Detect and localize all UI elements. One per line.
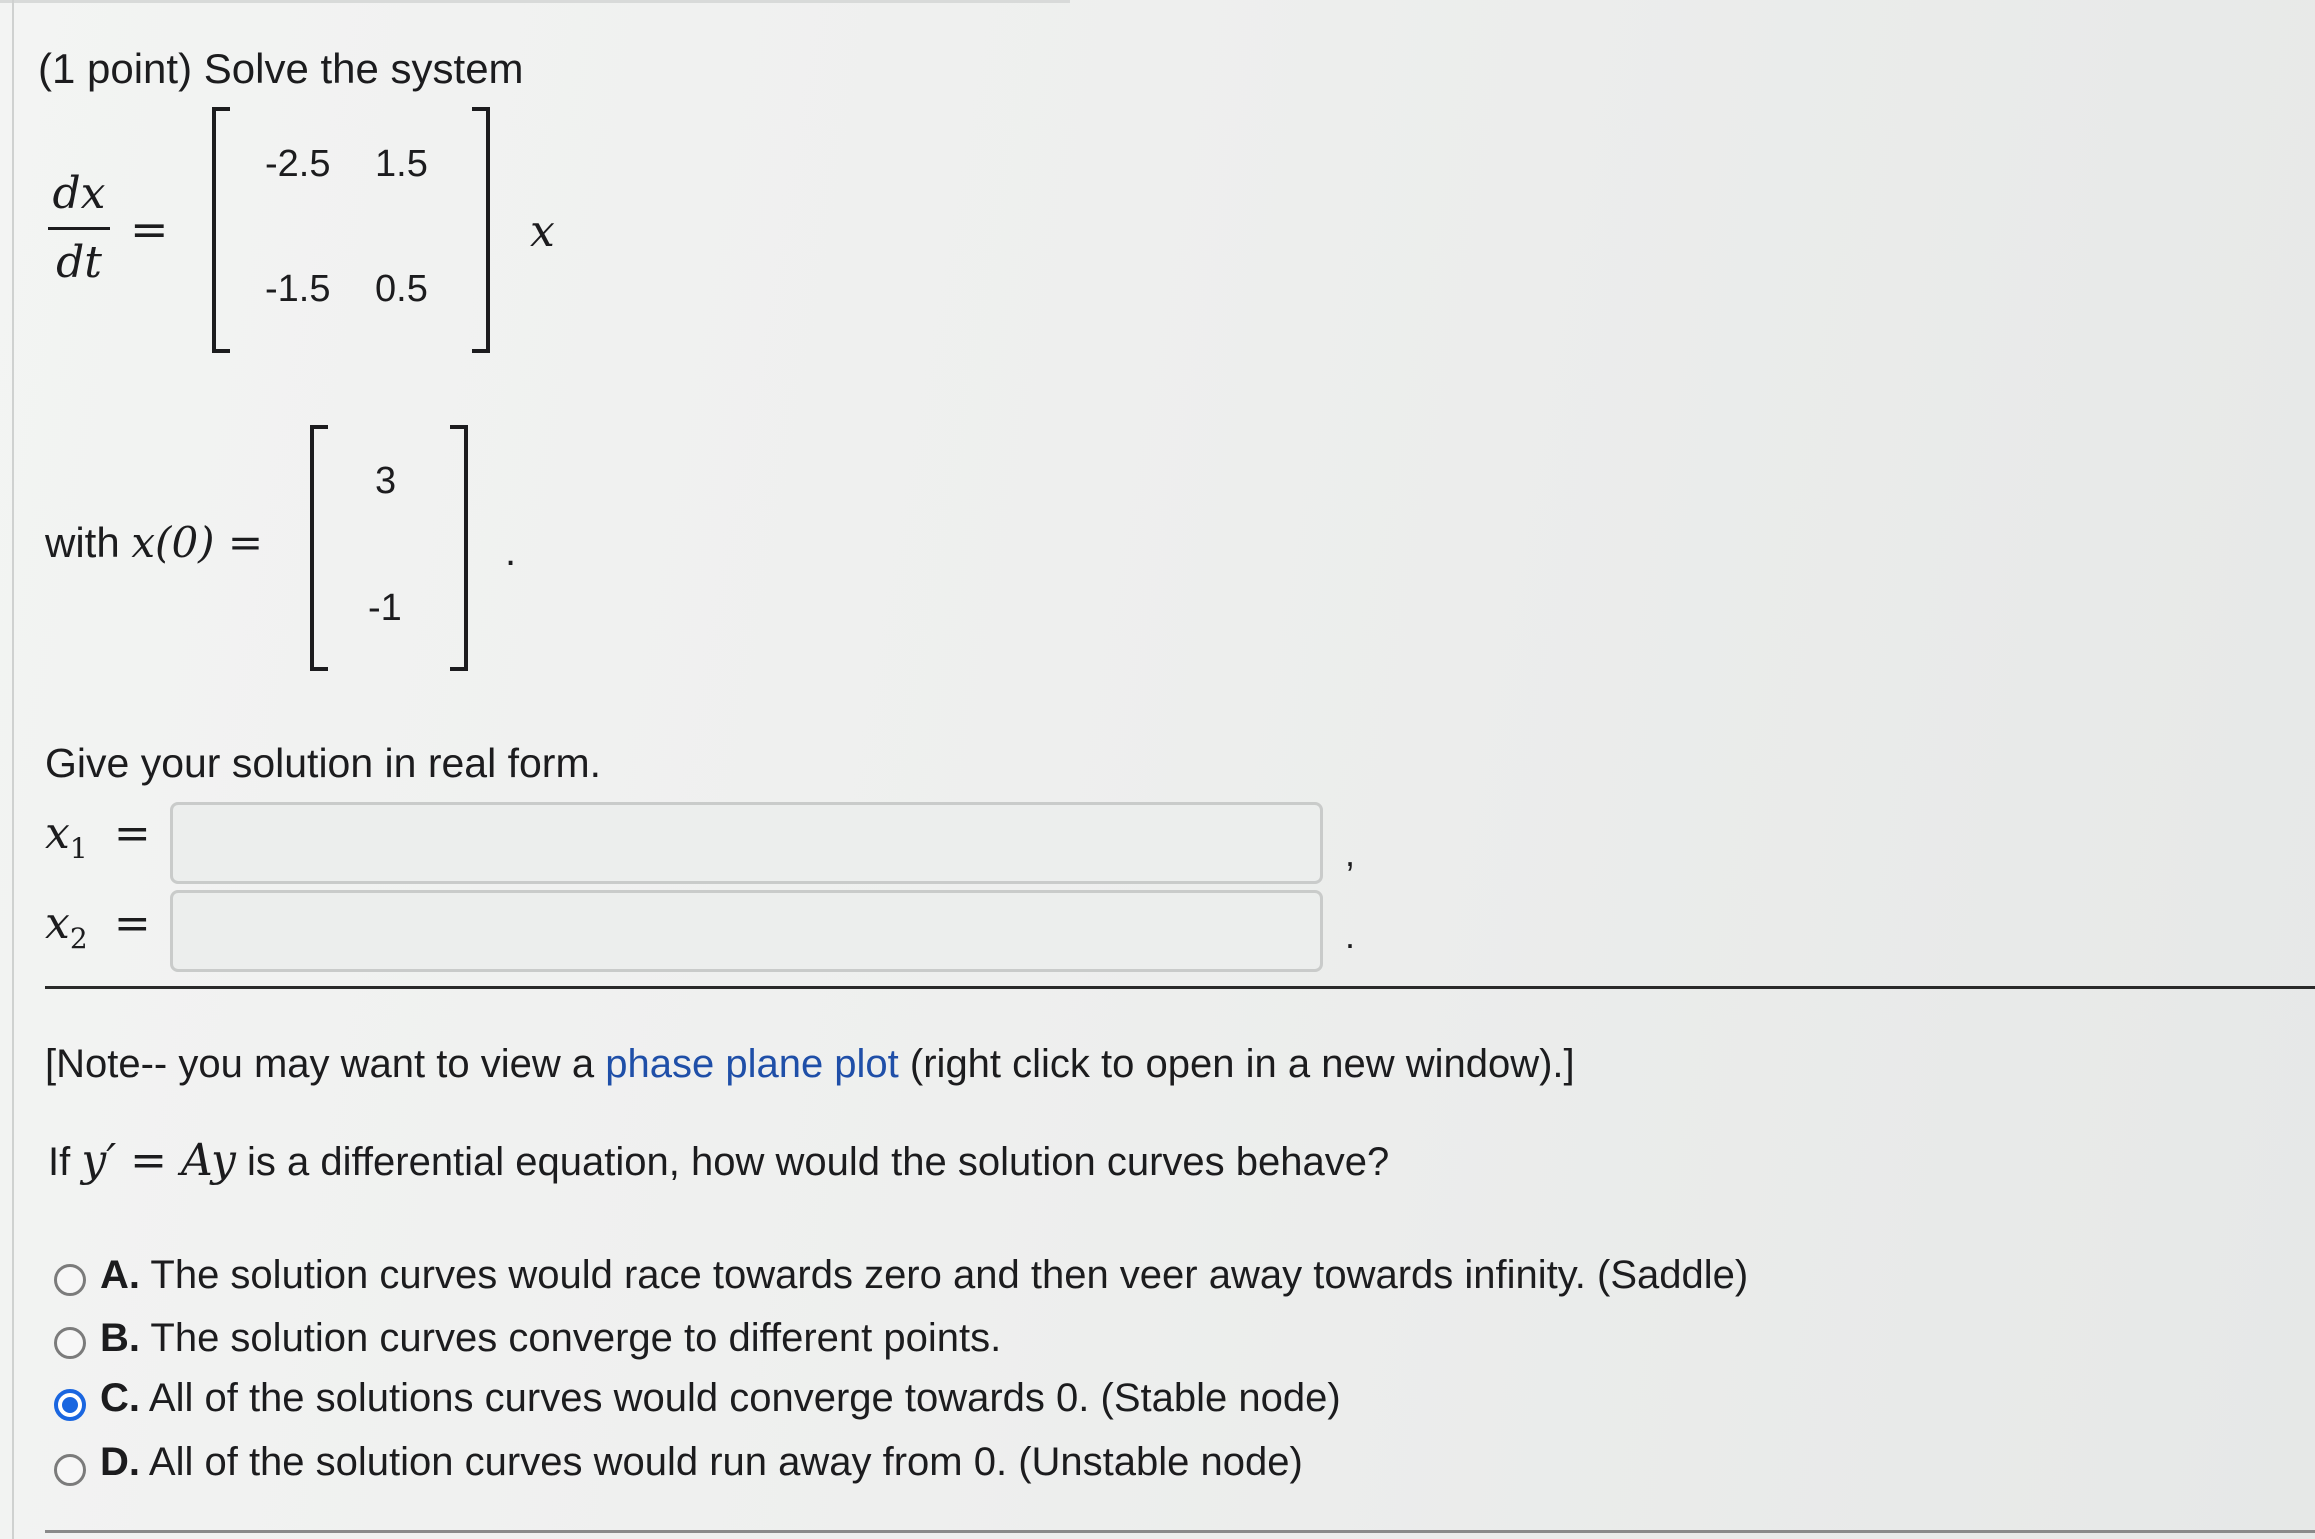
note-prefix: [Note-- you may want to view a [45,1042,606,1086]
top-edge-rule [0,0,1070,3]
option-d-text: All of the solution curves would run away from 0. (Unstable node) [148,1440,1303,1484]
option-a-letter: A. [100,1253,140,1297]
vector-cell-1: 3 [375,460,397,502]
option-a-text: The solution curves would race towards zero and then veer away towards infinity. (Saddle) [150,1253,1749,1297]
equals-sign: = [130,202,169,256]
initial-label-text: with [45,519,120,566]
matrix-left-bracket [212,107,230,353]
note-text [45,1042,1575,1087]
question-prefix: If [48,1140,82,1184]
vector-right-bracket [450,425,468,671]
question-text [48,1135,1389,1186]
answer-label-x1-var: x [45,808,70,859]
bottom-divider [45,1530,2315,1533]
option-d[interactable] [100,1440,1303,1485]
left-edge-rule [12,0,14,1539]
question-suffix: is a differential equation, how would the solution curves behave? [235,1140,1390,1184]
option-c-text: All of the solutions curves would converge towards 0. (Stable node) [148,1376,1341,1420]
option-b[interactable] [100,1316,1001,1361]
matrix-multiplier-var: x [530,206,555,257]
initial-label-math: x(0) = [131,518,264,567]
option-b-text: The solution curves converge to different points. [150,1316,1002,1360]
vector-cell-2: -1 [368,587,402,629]
matrix-cell-r1c2: 1.5 [375,143,428,185]
option-d-letter: D. [100,1440,140,1484]
fraction-bar [48,227,110,230]
option-c[interactable] [100,1376,1341,1421]
answer-input-x2[interactable] [170,890,1323,972]
answer-label-x2-eq: = [113,898,151,949]
matrix-right-bracket [472,107,490,353]
answer-label-x1 [45,808,151,865]
option-b-radio[interactable] [54,1327,86,1359]
initial-condition-label [45,518,263,567]
option-d-radio[interactable] [54,1454,86,1486]
instruction-text: Give your solution in real form. [45,740,602,786]
matrix-cell-r2c1: -1.5 [265,268,331,310]
option-a[interactable] [100,1253,1748,1298]
phase-plane-plot-link[interactable]: phase plane plot [605,1042,899,1086]
note-suffix: (right click to open in a new window).] [898,1042,1575,1086]
answer-label-x1-eq: = [113,808,151,859]
derivative-fraction [48,165,110,292]
answer-x1-trailing-comma: , [1345,833,1356,874]
option-b-letter: B. [100,1316,140,1360]
fraction-numerator: dx [52,168,106,219]
question-math: y′ = Ay [81,1135,236,1186]
answer-label-x2-var: x [45,898,70,949]
answer-label-x2-sub: 2 [69,921,88,955]
matrix-cell-r1c1: -2.5 [265,143,331,185]
fraction-denominator: dt [56,237,102,288]
answer-label-x2 [45,898,151,955]
answer-input-x1[interactable] [170,802,1323,884]
matrix-cell-r2c2: 0.5 [375,268,428,310]
option-c-letter: C. [100,1376,140,1420]
option-a-radio[interactable] [54,1264,86,1296]
vector-period: . [505,530,517,574]
vector-left-bracket [310,425,328,671]
answer-x2-trailing-period: . [1345,915,1356,956]
option-c-radio[interactable] [54,1389,86,1421]
answer-label-x1-sub: 1 [69,831,88,865]
section-divider [45,986,2315,989]
problem-title: (1 point) Solve the system [38,45,524,92]
